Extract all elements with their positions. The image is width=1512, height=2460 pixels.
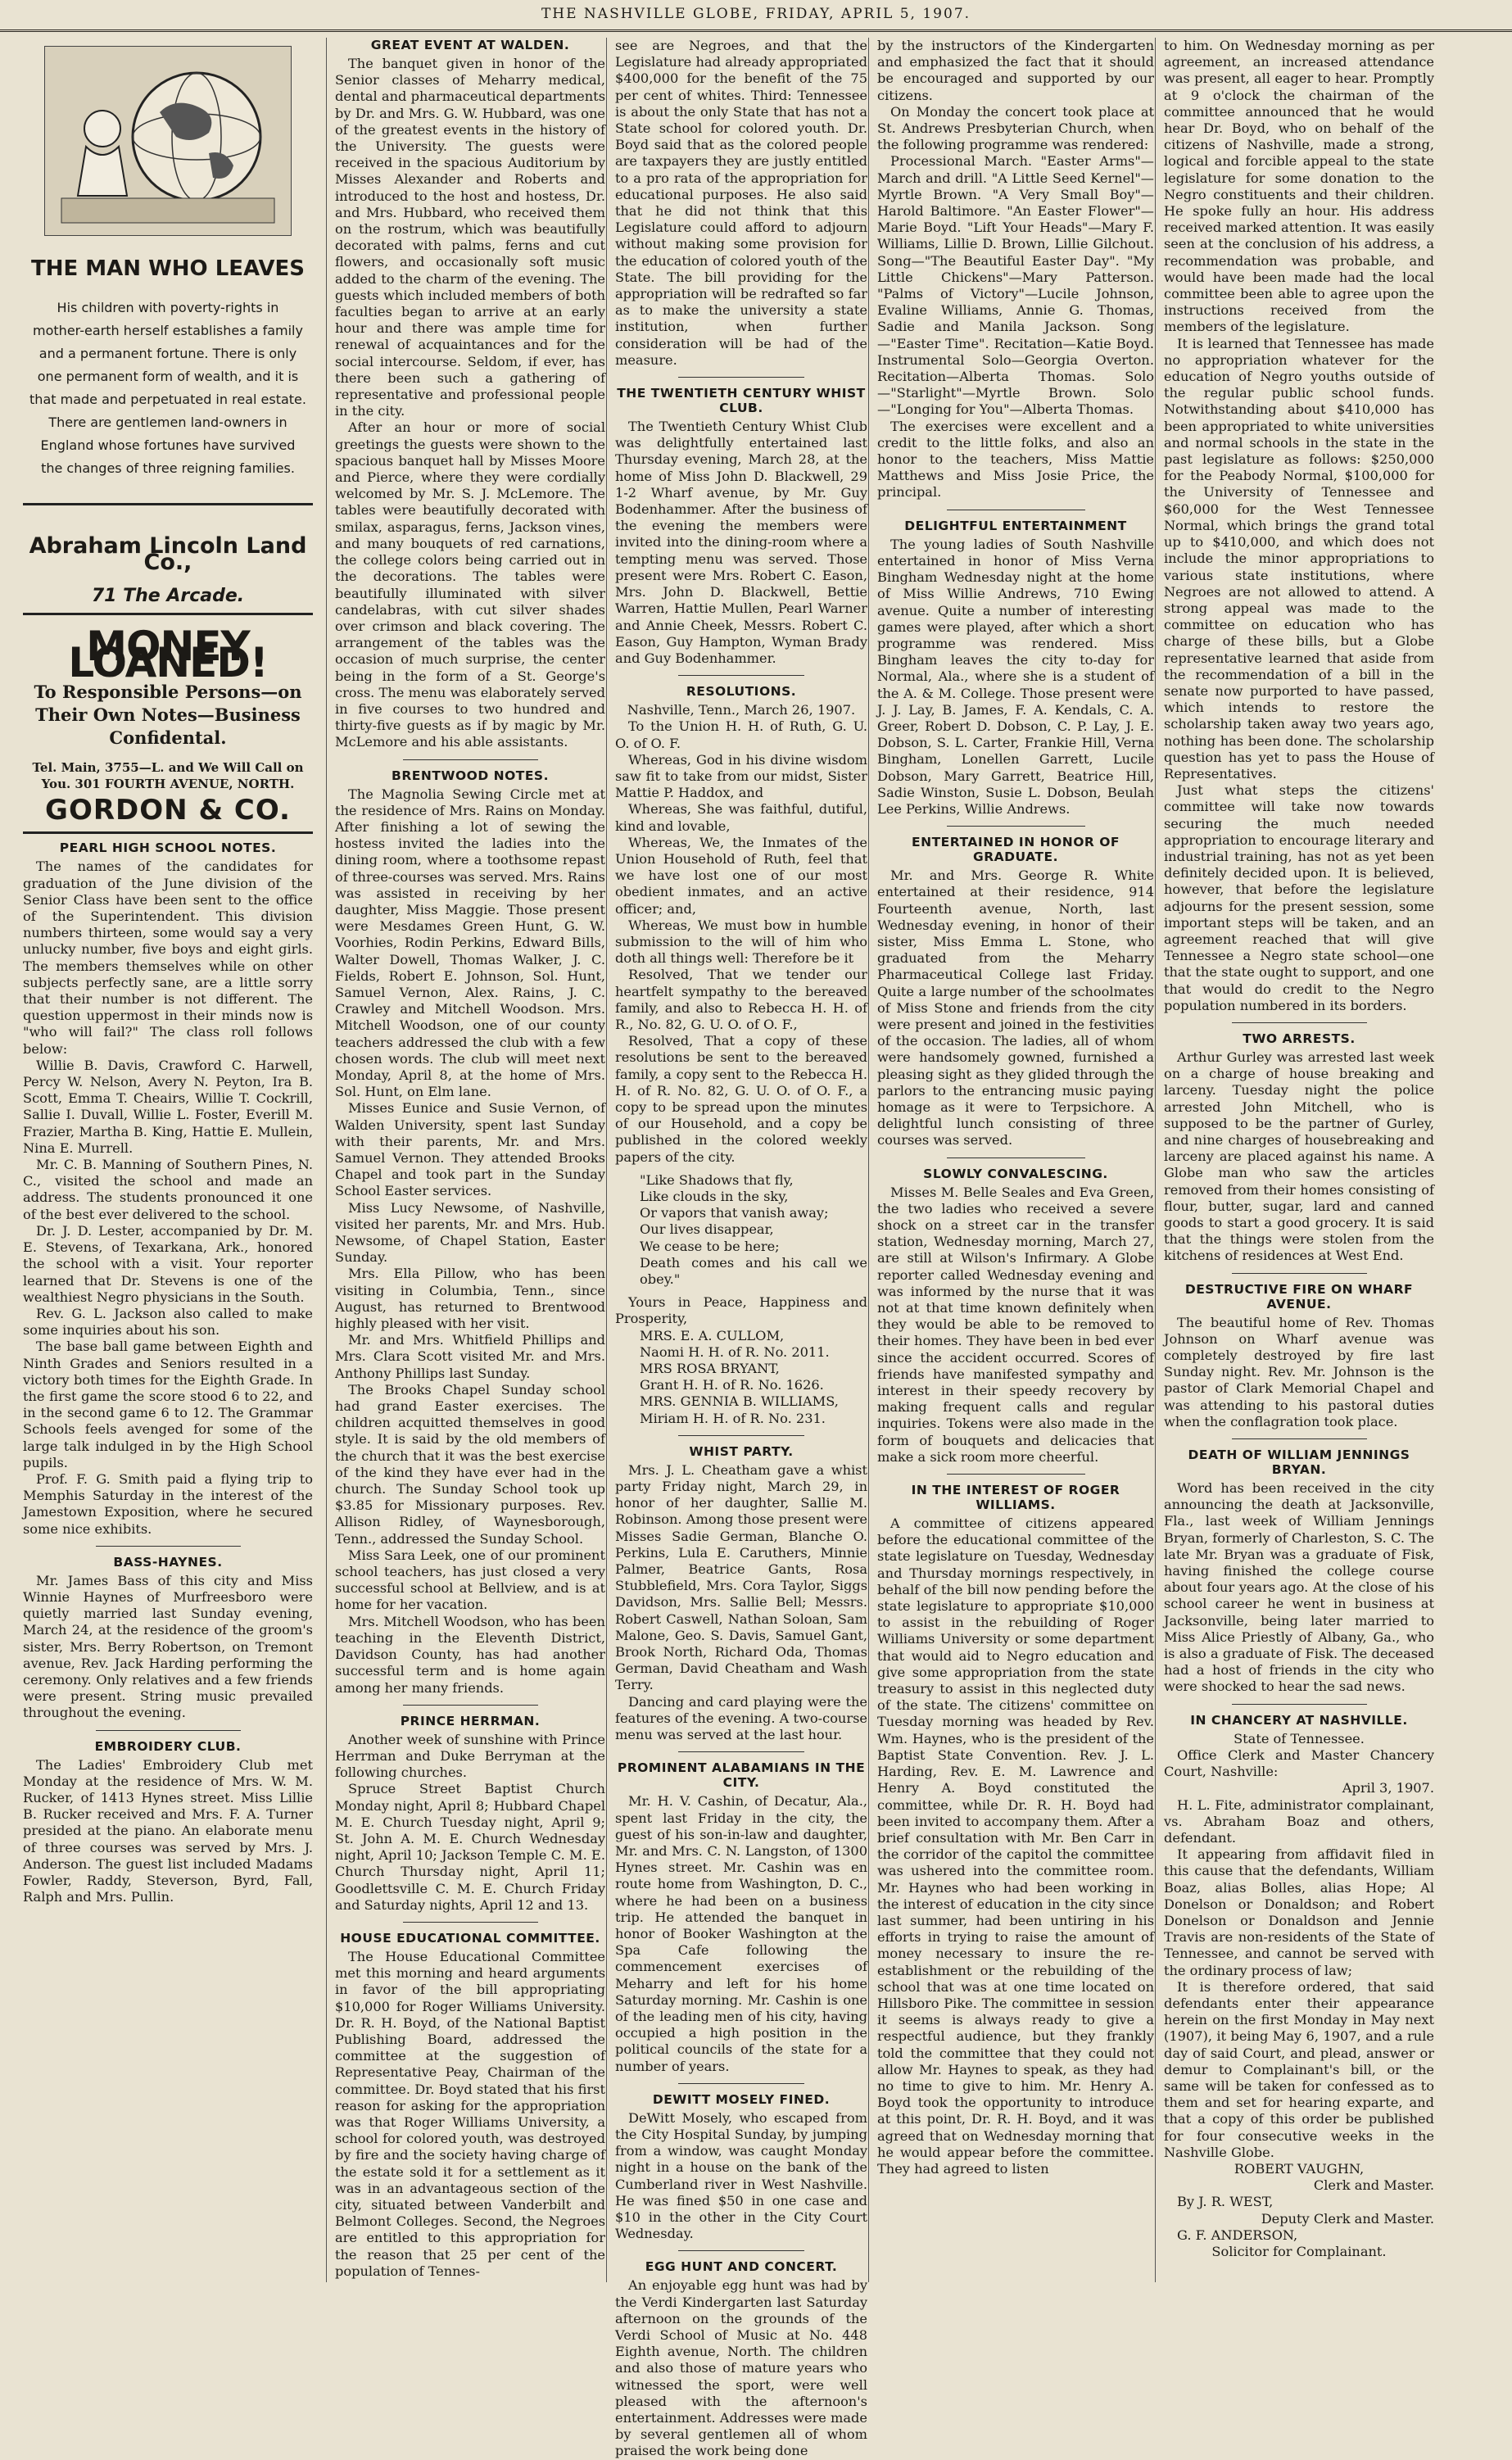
walden-p: The banquet given in honor of the Senior classes of Meharry medical, dental and pharmaceutical departments by Dr. and Mrs. G. W. Hubbard, was one of the greatest events in the history of the University. The guests were received in the spacious Auditorium by Misses Alexander and Roberts and introduced to the host and hostess, Dr. and Mrs. Hubbard, who received them on the rostrum, which was beautifully decorated with palms, ferns and cut flowers, and occasionally soft music added to the charm of the evening. The guests which included members of both faculties began to arrive at an early hour and there was ample time for renewal of acquaintances and for the social intercourse. Seldom, if ever, has there been such a gathering of representative and professional people in the city. (335, 56, 605, 419)
chancery-p: H. L. Fite, administrator complainant, vs. Abraham Boaz and others, defendant. (1164, 1796, 1434, 1846)
ad-money-loaned (23, 622, 313, 827)
dewitt-p: DeWitt Mosely, who escaped from the City Hospital Sunday, by jumping from a window, was caught Monday night in a house on the bank of the Cumberland river in West Nashville. He was fined $50 in one case and $10 in the other in the City Court Wednesday. (615, 2109, 867, 2242)
column-5 (1155, 38, 1442, 2282)
divider (678, 1435, 804, 1436)
brentwood-heading: BRENTWOOD NOTES. (392, 768, 549, 783)
whist-party-heading: WHIST PARTY. (689, 1443, 794, 1459)
globe-illustration-icon (44, 46, 292, 236)
chancery-p: It appearing from affidavit filed in this cause that the defendants, William Boaz, alias Bolles, alias Hope; Al Donelson or Donaldson; and Robert Donelson or Donaldson and Jennie Travis are non-residents of the State of Tennessee, and cannot be served with the ordinary process of law; (1164, 1846, 1434, 1978)
house-heading: HOUSE EDUCATIONAL COMMITTEE. (340, 1930, 600, 1946)
divider (678, 1751, 804, 1752)
egg-continued-p: On Monday the concert took place at St. Andrews Presbyterian Church, when the following programme was rendered: (877, 103, 1154, 153)
alabamians-heading: PROMINENT ALABAMIANS IN THE CITY. (617, 1760, 866, 1791)
divider (96, 1730, 241, 1731)
walden-heading: GREAT EVENT AT WALDEN. (370, 38, 570, 52)
chancery-state: State of Tennessee. (1234, 1730, 1365, 1746)
delightful-p: The young ladies of South Nashville entertained in honor of Miss Verna Bingham Wednesday night at the home of Miss Willie Andrews, 710 Ewing avenue. Quite a number of interesting games were played, after which a short programme was rendered. Miss Bingham leaves the city to-day for Normal, Ala., where she is a student of the A. & M. College. Those present were J. J. Lay, B. James, F. A. Kendals, C. A. Greer, Robert D. Dobson, C. P. Lay, J. E. Dobson, S. L. Carter, Frankie Hill, Verna Bingham, Lonellen Garrett, Lucile Dobson, Mary Garrett, Beatrice Hill, Sadie Winston, Susie L. Dobson, Beulah Lee Perkins, Willie Andrews. (877, 536, 1154, 817)
brentwood-p: Mr. and Mrs. Whitfield Phillips and Mrs. Clara Scott visited Mr. and Mrs. Anthony Phillips last Sunday. (335, 1332, 605, 1381)
resolutions-closing: Yours in Peace, Happiness and Prosperity, (615, 1294, 867, 1327)
roger-williams-p: A committee of citizens appeared before the educational committee of the state legislature on Tuesday, Wednesday and Thursday mornings respectively, in behalf of the bill now pending before the state legislature to appropriate $10,000 to assist in the rebuilding of Roger Williams University or some department that would aid to Negro education and give some appropriation from the state treasury to assist in this neglected duty of the state. The citizens' committee on Tuesday morning was headed by Rev. Wm. Haynes, who is the president of the Baptist State Convention. Rev. J. L. Harding, Rev. E. M. Lawrence and Henry A. Boyd constituted the committee, while Dr. R. H. Boyd had been invited to accompany them. After a brief consultation with Mr. Ben Carr in the corridor of the capitol the committee was ushered into the committee room. Mr. Haynes who had been working in the interest of education in the city since last summer, had been untiring in his efforts in trying to raise the amount of money necessary to insure the re-establishment or the rebuilding of the school that was at one time located on Hillsboro Pike. The committee in session it seems is always ready to give a respectful audience, but they frankly told the committee that they could not allow Mr. Haynes to speak, as they had no time to give to him. Mr. Henry A. Boyd took the opportunity to introduce at this point, Dr. R. H. Boyd, and it was agreed that on Wednesday morning that he would appear before the committee. They had agreed to listen (877, 1515, 1154, 2177)
whist-party-p: Mrs. J. L. Cheatham gave a whist party Friday night, March 29, in honor of her daughter, Sallie M. Robinson. Among those present were Misses Sadie German, Blanche O. Perkins, Lula E. Caruthers, Minnie Palmer, Beatrice Gants, Rosa Stubblefield, Mrs. Cora Taylor, Siggs Davidson, Mrs. Sallie Bell; Messrs. Robert Caswell, Nathan Soloan, Sam Malone, Geo. S. Davis, Samuel Gant, Brook North, Richard Oda, Thomas German, David Cheatham and Wash Terry. (615, 1461, 867, 1693)
death-p: Word has been received in the city announcing the death at Jacksonville, Fla., last week of William Jennings Bryan, formerly of Charleston, S. C. The late Mr. Bryan was a graduate of Fisk, having finished the college course about four years ago. At the close of his school career he went in business at Jacksonville, being later married to Miss Alice Priestly of Albany, Ga., who is also a graduate of Fisk. The deceased had a host of friends in the city who were shocked to hear the sad news. (1164, 1480, 1434, 1695)
arrests-heading: TWO ARRESTS. (1243, 1031, 1356, 1046)
gordon-co: GORDON & CO. (45, 794, 291, 827)
resolutions-p: Resolved, That we tender our heartfelt sympathy to the bereaved family, and also to Rebecca H. H. of R., No. 82, G. U. O. of O. F., (615, 967, 867, 1032)
dewitt-heading: DEWITT MOSELY FINED. (652, 2091, 831, 2107)
divider (678, 377, 804, 378)
divider (678, 2250, 804, 2251)
bass-heading: BASS-HAYNES. (113, 1554, 223, 1570)
resolutions-p: Whereas, She was faithful, dutiful, kind and lovable, (615, 801, 867, 834)
roger-continued-p: It is learned that Tennessee has made no appropriation whatever for the education of Negro youths outside of the regular public school funds. Notwithstanding about $410,000 has been appropriated to white universities and normal schools in the state in the past legislature as follows: $250,000 for the Peabody Normal, $100,000 for the University of Tennessee and $60,000 for the West Tennessee Normal, which brings the grand total up to $410,000, and which does not include the minor appropriations to various state institutions, where Negroes are not allowed to attend. A strong appeal was made to the committee on education who has charge of these bills, but a Globe representative learned that aside from the recommendation of a bill in the senate now purported to have passed, which intends to restore the scholarship taken away two years ago, nothing has been done. The scholarship question has yet to pass the House of Representatives. (1164, 335, 1434, 781)
chancery-office: Office Clerk and Master Chancery Court, Nashville: (1164, 1746, 1434, 1780)
death-heading: DEATH OF WILLIAM JENNINGS BRYAN. (1188, 1447, 1410, 1478)
divider (947, 826, 1085, 827)
divider (678, 675, 804, 676)
brentwood-p: Misses Eunice and Susie Vernon, of Walden University, spent last Sunday with their parents, Mr. and Mrs. Samuel Vernon. They attended Brooks Chapel and took part in the Sunday School Easter services. (335, 1100, 605, 1199)
chancery-date: April 3, 1907. (1342, 1780, 1434, 1796)
concert-programme: Processional March. "Easter Arms"—March and drill. "A Little Seed Kernel"—Myrtle Brown. "A Very Small Boy"—Harold Baltimore. "An Easter Flower"—Marie Boyd. "Lift Your Heads"—Mary F. Williams, Lillie D. Brown, Lillie Gilchout. Song—"The Beautiful Easter Day". "My Little Chickens"—Mary Patterson. "Palms of Victory"—Lucile Johnson, Evaline Williams, Annie G. Thomas, Sadie and Manila Jackson. Song—"Easter Time". Recitation—Katie Boyd. Instrumental Solo—Georgia Overton. Recitation—Alberta Thomas. Solo—"Starlight"—Myrtle Brown. Solo—"Longing for You"—Alberta Thomas. (877, 153, 1154, 418)
column-2 (326, 38, 613, 2282)
money-loaned-sub: To Responsible Persons—on Their Own Notes—Business Confidental. (34, 682, 302, 749)
poem-line: Or vapors that vanish away; (640, 1205, 829, 1221)
walden-p: After an hour or more of social greetings the guests were shown to the spacious banquet hall by Misses Moore and Pierce, where they were cordially welcomed by Mr. S. J. McLemore. The tables were beautifully decorated with smilax, asparagus, ferns, Jackson vines, and many bouquets of red carnations, the college colors being carried out in the decorations. The tables were beautifully illuminated with silver candelabras, with cut silver shades over crimson and black covering. The arrangement of the tables was the occasion of much surprise, the center being in the form of a St. George's cross. The menu was elaborately served in five courses to two hundred and thirty-five guests as if by magic by Mr. McLemore and his able assistants. (335, 419, 605, 750)
ad-man-who-leaves-text: His children with poverty-rights in mother-earth herself establishes a family and a permanent fortune. There is only one permanent form of wealth, and it is that made and perpetuated in real estate. There are gentlemen land-owners in England whose fortunes have survived the changes of three reigning families. (29, 300, 306, 477)
signature-title: Solicitor for Complainant. (1211, 2243, 1387, 2259)
lincoln-land-address: 71 The Arcade. (91, 585, 245, 606)
pearl-p: Mr. C. B. Manning of Southern Pines, N. C., visited the school and made an address. The students pronounced it one of the best ever delivered to the school. (23, 1157, 313, 1222)
herrman-p: Another week of sunshine with Prince Herrman and Duke Berryman at the following churches. (335, 1731, 605, 1781)
pearl-p: The base ball game between Eighth and Ninth Grades and Seniors resulted in a victory both times for the Eighth Grade. In the first game the score stood 6 to 22, and in the second game 6 to 12. The Grammar Schools feels avenged for some of the large talk indulged in by the High School pupils. (23, 1339, 313, 1470)
embroidery-heading: EMBROIDERY CLUB. (94, 1738, 242, 1754)
signer-line: MRS. GENNIA B. WILLIAMS, (640, 1393, 839, 1410)
divider (1232, 1022, 1367, 1023)
signature: ROBERT VAUGHN, (1234, 2160, 1365, 2177)
money-loaned-tel: Tel. Main, 3755—L. and We Will Call on You. 301 FOURTH AVENUE, NORTH. (32, 760, 304, 792)
whist-club-p: The Twentieth Century Whist Club was delightfully entertained last Thursday evening, March 28, at the home of Miss John D. Blackwell, 29 1-2 Wharf avenue, by Mr. Guy Bodenhammer. After the business of the evening the members were invited into the dining-room where a tempting menu was served. Those present were Mrs. Robert C. Eason, Mrs. John D. Blackwell, Bettie Warren, Hattie Mullen, Pearl Warner and Annie Cheek, Messrs. Robert C. Eason, Guy Hampton, Wyman Brady and Guy Bodenhammer. (615, 419, 867, 666)
egg-continued-p: The exercises were excellent and a credit to the little folks, and also an honor to the teachers, Miss Mattie Matthews and Miss Josie Price, the principal. (877, 418, 1154, 501)
ad-lincoln-land (23, 503, 313, 615)
chancery-p: It is therefore ordered, that said defendants enter their appearance herein on the first Monday in May next (1907), it being May 6, 1907, and a rule day of said Court, and plead, answer or demur to Complainant's bill, or the same will be taken for confessed as to them and set for hearing exparte, and that a copy of this order be published for four consecutive weeks in the Nashville Globe. (1164, 1978, 1434, 2160)
poem-line: Death comes and his call we obey." (640, 1254, 867, 1288)
chancery-heading: IN CHANCERY AT NASHVILLE. (1190, 1712, 1408, 1728)
resolutions-heading: RESOLUTIONS. (686, 684, 797, 700)
column-1 (23, 38, 321, 2282)
brentwood-p: Miss Lucy Newsome, of Nashville, visited her parents, Mr. and Mrs. Hub. Newsome, of Chapel Station, Easter Sunday. (335, 1199, 605, 1266)
house-continued-p: see are Negroes, and that the Legislature had already appropriated $400,000 for the benefit of the 75 per cent of whites. Third: Tennessee is about the only State that has not a State school for colored youth. Dr. Boyd said that as the colored people are taxpayers they are justly entitled to a pro rata of the appropriation for educational purposes. He also said that he did not think that this Legislature could afford to adjourn without making some provision for the education of colored youth of the State. The bill providing for the appropriation will be redrafted so far as to make the university a state institution, when further consideration will be had of the measure. (615, 38, 867, 368)
signature: By J. R. WEST, (1177, 2194, 1274, 2210)
whist-party-p: Dancing and card playing were the features of the evening. A two-course menu was served at the last hour. (615, 1693, 867, 1743)
column-3 (606, 38, 876, 2459)
brentwood-p: Mrs. Mitchell Woodson, who has been teaching in the Eleventh District, Davidson County, has had another successful term and is home again among her many friends. (335, 1613, 605, 1696)
fire-heading: DESTRUCTIVE FIRE ON WHARF AVENUE. (1184, 1281, 1414, 1312)
divider (1232, 1438, 1367, 1439)
embroidery-p: The Ladies' Embroidery Club met Monday at the residence of Mrs. W. M. Rucker, of 1413 Hynes street. Miss Lillie B. Rucker received and Mrs. F. A. Turner presided at the piano. An elaborate menu of three courses was served by Mrs. J. Anderson. The guest list included Madams Fowler, Raddy, Steverson, Byrd, Fall, Ralph and Mrs. Pullin. (23, 1756, 313, 1905)
divider (1232, 1273, 1367, 1274)
egg-hunt-heading: EGG HUNT AND CONCERT. (645, 2259, 838, 2275)
lincoln-land-title: Abraham Lincoln Land Co., (29, 533, 307, 576)
pearl-p: Willie B. Davis, Crawford C. Harwell, Percy W. Nelson, Avery N. Peyton, Ira B. Scott, Emma T. Cheairs, Willie T. Cockrill, Sallie I. Duvall, Willie L. Foster, Everill M. Frazier, Martha B. King, Hattie E. Mullein, Nina E. Murrell. (23, 1057, 313, 1156)
pearl-p: Rev. G. L. Jackson also called to make some inquiries about his son. (23, 1305, 313, 1339)
resolutions-date: Nashville, Tenn., March 26, 1907. (627, 702, 856, 718)
divider (1232, 1704, 1367, 1705)
fire-p: The beautiful home of Rev. Thomas Johnson on Wharf avenue was completely destroyed by fire last Sunday night. Rev. Mr. Johnson is the pastor of Clark Memorial Chapel and was attending to his pastoral duties when the conflagration took place. (1164, 1314, 1434, 1429)
herrman-heading: PRINCE HERRMAN. (400, 1713, 541, 1728)
convalescing-heading: SLOWLY CONVALESCING. (923, 1166, 1108, 1181)
roger-continued-p: to him. On Wednesday morning as per agreement, an increased attendance was present, all eager to hear. Promptly at 9 o'clock the chairman of the committee announced that he would hear Dr. Boyd, who on behalf of the citizens of Nashville, made a strong, logical and forcible appeal to the state legislature for some donation to the Negro constituents and their children. He spoke fully an hour. His address received marked attention. It was easily seen at the conclusion of his address, a recommendation was probable, and would have been made had the local committee been able to agree upon the instructions received from the members of the legislature. (1164, 38, 1434, 335)
herrman-p: Spruce Street Baptist Church Monday night, April 8; Hubbard Chapel M. E. Church Tuesday night, April 9; St. John A. M. E. Church Wednesday night, April 10; Jackson Temple C. M. E. Church Thursday night, April 11; Goodlettsville C. M. E. Church Friday and Saturday nights, April 12 and 13. (335, 1781, 605, 1913)
arrests-p: Arthur Gurley was arrested last week on a charge of house breaking and larceny. Tuesday night the police arrested John Mitchell, who is supposed to be the partner of Gurley, and nine charges of housebreaking and larceny are placed against his name. A Globe man who saw the articles removed from their homes consisting of flour, butter, sugar, lard and canned goods to start a good grocery. It is said that the things were stolen from the kitchens of residences at West End. (1164, 1049, 1434, 1264)
pearl-p: The names of the candidates for graduation of the June division of the Senior Class have been sent to the office of the Superintendent. This division numbers thirteen, some would say a very unlucky number, five boys and eight girls. The members themselves while on other subjects perfectly sane, are a little sorry that their number is not different. The question uppermost in their minds now is "who will fail?" The class roll follows below: (23, 859, 313, 1057)
resolutions-p: Whereas, We, the Inmates of the Union Household of Ruth, feel that we have lost one of our most obedient inmates, and an active officer; and, (615, 834, 867, 917)
divider (678, 2083, 804, 2084)
pearl-p: Dr. J. D. Lester, accompanied by Dr. M. E. Stevens, of Texarkana, Ark., honored the school with a visit. Your reporter learned that Dr. Stevens is one of the wealthiest Negro physicians in the South. (23, 1222, 313, 1305)
brentwood-p: Mrs. Ella Pillow, who has been visiting in Columbia, Tenn., since August, has returned to Brentwood highly pleased with her visit. (335, 1266, 605, 1332)
roger-williams-heading: IN THE INTEREST OF ROGER WILLIAMS. (911, 1483, 1120, 1513)
egg-continued-p: by the instructors of the Kindergarten and emphasized the fact that it should be encouraged and supported by our citizens. (877, 38, 1154, 103)
alabamians-p: Mr. H. V. Cashin, of Decatur, Ala., spent last Friday in the city, the guest of his son-in-law and daughter, Mr. and Mrs. C. N. Langston, of 1300 Hynes street. Mr. Cashin was en route home from Washington, D. C., where he had been on a business trip. He attended the banquet in honor of Booker Washington at the Spa Cafe following the commencement exercises of Meharry and left for his home Saturday morning. Mr. Cashin is one of the leading men of his city, having occupied a high position in the political councils of the state for a number of years. (615, 1793, 867, 2074)
resolutions-p: Whereas, God in his divine wisdom saw fit to take from our midst, Sister Mattie P. Haddox, and (615, 751, 867, 801)
divider (403, 1705, 538, 1706)
poem-line: Our lives disappear, (640, 1221, 774, 1238)
house-p: The House Educational Committee met this morning and heard arguments in favor of the bill appropriating $10,000 for Roger Williams University. Dr. R. H. Boyd, of the National Baptist Publishing Board, addressed the committee at the suggestion of Representative Peay, Chairman of the committee. Dr. Boyd stated that his first reason for asking for the appropriation was that Roger Williams University, a school for colored youth, was destroyed by fire and the society having charge of the estate sold it for a settlement as it was in an advantageous section of the city, situated between Vanderbilt and Belmont Colleges. Second, the Negroes are entitled to this appropriation for the reason that 25 per cent of the population of Tennes- (335, 1948, 605, 2279)
divider (947, 1474, 1085, 1475)
brentwood-p: The Magnolia Sewing Circle met at the residence of Mrs. Rains on Monday. After finishing a lot of sewing the hostess invited the ladies into the dining room, where a toothsome repast of three-courses was served. Mrs. Rains was assisted in receiving by her daughter, Miss Maggie. Those present were Mesdames Green Hunt, G. W. Voorhies, Rodin Perkins, Edward Bills, Walter Dowell, Thomas Walker, J. C. Fields, Robert E. Johnson, Sol. Hunt, Samuel Vernon, Alex. Rains, J. C. Crawley and Mitchell Woodson. Mrs. Mitchell Woodson, one of our county teachers addressed the club with a few chosen words. The club will meet next Monday, April 8, at the home of Mrs. Sol. Hunt, on Elm lane. (335, 786, 605, 1100)
signer-line: Miriam H. H. of R. No. 231. (640, 1410, 826, 1426)
signature-title: Deputy Clerk and Master. (1261, 2210, 1434, 2227)
pearl-p: Prof. F. G. Smith paid a flying trip to Memphis Saturday in the interest of the Jamestown Exposition, where he secured some nice exhibits. (23, 1470, 313, 1537)
brentwood-p: The Brooks Chapel Sunday school had grand Easter exercises. The children acquitted themselves in good style. It is said by the old members of the church that it was the best exercise of the kind they have ever had in the church. The Sunday School took up $3.85 for Missionary purposes. Rev. Allison Ridley, of Waynesborough, Tenn., addressed the Sunday School. (335, 1381, 605, 1547)
graduate-heading: ENTERTAINED IN HONOR OF GRADUATE. (912, 835, 1120, 865)
poem-line: We cease to be here; (640, 1238, 780, 1254)
signer-line: MRS. E. A. CULLOM, (640, 1327, 785, 1343)
delightful-heading: DELIGHTFUL ENTERTAINMENT (904, 518, 1127, 533)
graduate-p: Mr. and Mrs. George R. White entertained at their residence, 914 Fourteenth avenue, North, last Wednesday evening, in honor of their sister, Miss Emma L. Stone, who graduated from the Meharry Pharmaceutical College last Friday. Quite a large number of the schoolmates of Miss Stone and friends from the city were present and joined in the festivities of the occasion. The ladies, all of whom were handsomely gowned, furnished a pleasing sight as they glided through the parlors to the entrancing music paying homage as it were to Terpsichore. A delightful lunch consisting of three courses was served. (877, 868, 1154, 1148)
divider (96, 1546, 241, 1547)
signer-line: Naomi H. H. of R. No. 2011. (640, 1343, 830, 1360)
resolutions-p: Resolved, That a copy of these resolutions be sent to the bereaved family, a copy sent to the Rebecca H. H. of R. No. 82, G. U. O. of O. F., a copy to be spread upon the minutes of our Household, and a copy be published in the colored weekly papers of the city. (615, 1033, 867, 1165)
poem-line: "Like Shadows that fly, (640, 1171, 794, 1188)
pearl-heading: PEARL HIGH SCHOOL NOTES. (59, 840, 277, 856)
signature-title: Clerk and Master. (1313, 2177, 1434, 2194)
whist-club-heading: THE TWENTIETH CENTURY WHIST CLUB. (617, 386, 866, 416)
convalescing-p: Misses M. Belle Seales and Eva Green, the two ladies who received a severe shock on a street car in the transfer station, Wednesday morning, March 27, are still at Wilson's Infirmary. A Globe reporter called Wednesday evening and was informed by the nurse that it was not at that time known definitely when they would be able to be removed to their homes. They have been in bed ever since the accident occurred. Scores of friends have manifested sympathy and interest in their speedy recovery by making frequent calls and regular inquiries. Tokens were also made in the form of bouquets and delicacies that make a sick room more cheerful. (877, 1184, 1154, 1465)
egg-hunt-p: An enjoyable egg hunt was had by the Verdi Kindergarten last Saturday afternoon on the grounds of the Verdi School of Music at No. 448 Eighth avenue, North. The children and also those of mature years who witnessed the sport, were well pleased with the afternoon's entertainment. Addresses were made by several gentlemen all of whom praised the work being done (615, 2277, 867, 2459)
ad-man-who-leaves-title: THE MAN WHO LEAVES (30, 256, 305, 281)
money-loaned-title: MONEY LOANED! (68, 622, 268, 687)
resolutions-p: Whereas, We must bow in humble submission to the will of him who doth all things well: Therefore be it (615, 917, 867, 967)
brentwood-p: Miss Sara Leek, one of our prominent school teachers, has just closed a very successful school at Bellview, and is at home for her vacation. (335, 1547, 605, 1613)
signer-line: Grant H. H. of R. No. 1626. (640, 1377, 824, 1393)
roger-continued-p: Just what steps the citizens' committee will take now towards securing the much needed appropriation to encourage literary and industrial training, has not as yet been definitely decided upon. It is believed, however, that before the legislature adjourns for the present session, some important steps will be taken, and an agreement reached that will give Tennessee a Negro state school—one that the state ought to support, and one that would do credit to the Negro population numbered in its borders. (1164, 782, 1434, 1013)
divider (403, 759, 538, 760)
poem-line: Like clouds in the sky, (640, 1189, 789, 1204)
signature: G. F. ANDERSON, (1177, 2227, 1298, 2243)
bass-p: Mr. James Bass of this city and Miss Winnie Haynes of Murfreesboro were quietly married last Sunday evening, March 24, at the residence of the groom's sister, Mrs. Berry Robertson, on Tremont avenue, Rev. Jack Harding performing the ceremony. Only relatives and a few friends were present. String music prevailed throughout the evening. (23, 1572, 313, 1721)
column-4 (868, 38, 1162, 2282)
divider (403, 1922, 538, 1923)
signer-line: MRS ROSA BRYANT, (640, 1361, 780, 1377)
resolutions-p: To the Union H. H. of Ruth, G. U. O. of O. F. (615, 718, 867, 751)
masthead: THE NASHVILLE GLOBE, FRIDAY, APRIL 5, 1907. (0, 0, 1512, 32)
